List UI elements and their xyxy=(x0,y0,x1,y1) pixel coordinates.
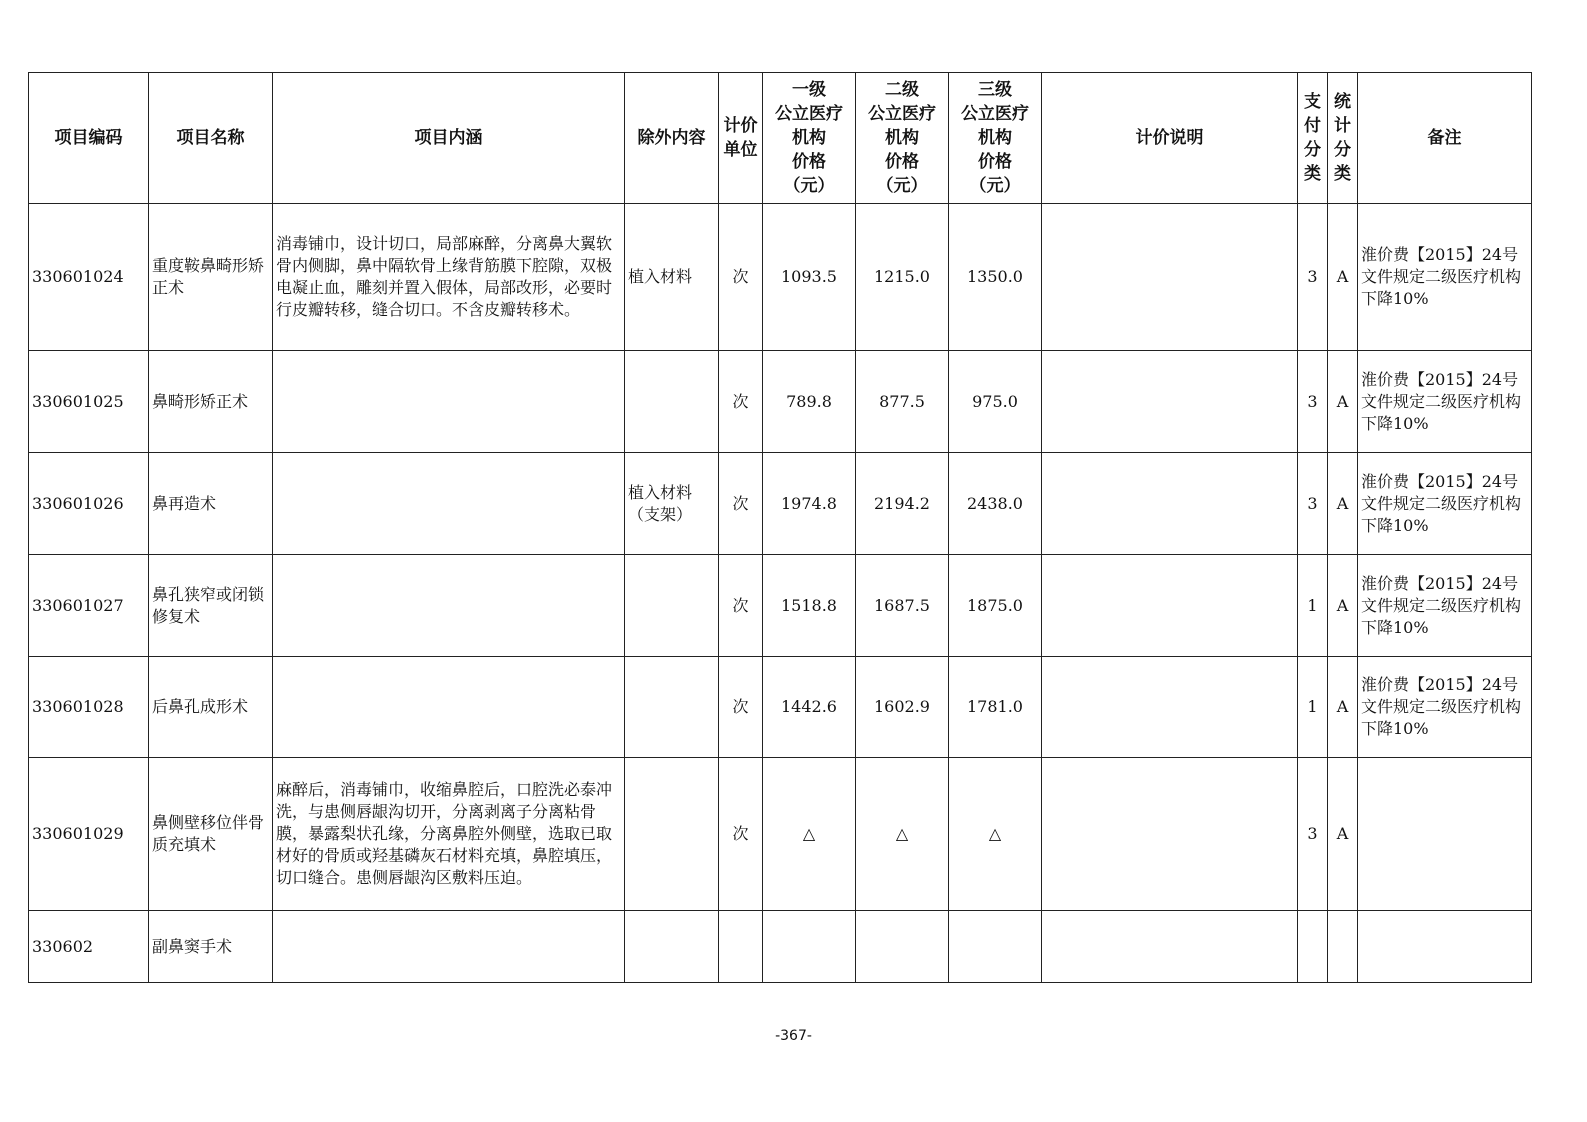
item-price-level-2: 877.5 xyxy=(856,351,949,453)
item-remarks: 淮价费【2015】24号文件规定二级医疗机构下降10% xyxy=(1358,453,1532,555)
item-pricing-note xyxy=(1042,657,1298,758)
item-pricing-note xyxy=(1042,758,1298,911)
header-row xyxy=(29,73,1532,204)
item-remarks xyxy=(1358,911,1532,983)
item-content: 麻醉后，消毒铺巾，收缩鼻腔后，口腔洗必泰冲洗，与患侧唇龈沟切开，分离剥离子分离粘骨膜，暴露梨状孔缘，分离鼻腔外侧壁，选取已取材好的骨质或羟基磷灰石材料充填，鼻腔填压，切口缝合。患侧唇龈沟区敷料压迫。 xyxy=(273,758,625,911)
item-price-level-3: 1781.0 xyxy=(949,657,1042,758)
item-pricing-note xyxy=(1042,911,1298,983)
item-price-level-3: 1875.0 xyxy=(949,555,1042,657)
item-price-level-1: 1093.5 xyxy=(763,204,856,351)
item-price-level-2: 1687.5 xyxy=(856,555,949,657)
item-price-level-2: 1215.0 xyxy=(856,204,949,351)
item-price-level-3: 2438.0 xyxy=(949,453,1042,555)
item-code: 330602 xyxy=(29,911,149,983)
item-name: 鼻侧壁移位伴骨质充填术 xyxy=(149,758,273,911)
item-price-level-1: 1518.8 xyxy=(763,555,856,657)
item-price-level-2: 1602.9 xyxy=(856,657,949,758)
table-row xyxy=(29,911,1532,983)
item-unit: 次 xyxy=(719,453,763,555)
item-pricing-note xyxy=(1042,204,1298,351)
item-name: 鼻孔狭窄或闭锁修复术 xyxy=(149,555,273,657)
item-pricing-note xyxy=(1042,555,1298,657)
price-table xyxy=(28,72,1532,983)
item-excluded xyxy=(625,758,719,911)
item-stat-class: A xyxy=(1328,758,1358,911)
item-excluded xyxy=(625,555,719,657)
table-row xyxy=(29,555,1532,657)
header-price-level-1: 一级 公立医疗 机构 价格 （元） xyxy=(763,73,856,204)
header-price-level-3: 三级 公立医疗 机构 价格 （元） xyxy=(949,73,1042,204)
header-name: 项目名称 xyxy=(149,73,273,204)
item-price-level-1: 789.8 xyxy=(763,351,856,453)
item-unit: 次 xyxy=(719,758,763,911)
item-stat-class: A xyxy=(1328,555,1358,657)
item-unit: 次 xyxy=(719,204,763,351)
item-payment-class: 3 xyxy=(1298,204,1328,351)
item-code: 330601026 xyxy=(29,453,149,555)
table-row xyxy=(29,657,1532,758)
item-code: 330601024 xyxy=(29,204,149,351)
item-content: 消毒铺巾，设计切口，局部麻醉，分离鼻大翼软骨内侧脚，鼻中隔软骨上缘背筋膜下腔隙，双极电凝止血，雕刻并置入假体，局部改形，必要时行皮瓣转移，缝合切口。不含皮瓣转移术。 xyxy=(273,204,625,351)
item-content xyxy=(273,657,625,758)
item-payment-class: 1 xyxy=(1298,657,1328,758)
item-remarks: 淮价费【2015】24号文件规定二级医疗机构下降10% xyxy=(1358,657,1532,758)
item-price-level-2 xyxy=(856,911,949,983)
item-payment-class xyxy=(1298,911,1328,983)
header-remarks: 备注 xyxy=(1358,73,1532,204)
item-content xyxy=(273,453,625,555)
item-price-level-3 xyxy=(949,911,1042,983)
item-stat-class: A xyxy=(1328,657,1358,758)
table-row xyxy=(29,758,1532,911)
header-unit: 计价单位 xyxy=(719,73,763,204)
header-price-level-2: 二级 公立医疗 机构 价格 （元） xyxy=(856,73,949,204)
item-stat-class xyxy=(1328,911,1358,983)
item-unit: 次 xyxy=(719,555,763,657)
item-unit: 次 xyxy=(719,657,763,758)
item-price-level-3: 1350.0 xyxy=(949,204,1042,351)
item-unit: 次 xyxy=(719,351,763,453)
item-name: 鼻畸形矫正术 xyxy=(149,351,273,453)
item-name: 后鼻孔成形术 xyxy=(149,657,273,758)
item-content xyxy=(273,911,625,983)
item-remarks: 淮价费【2015】24号文件规定二级医疗机构下降10% xyxy=(1358,204,1532,351)
item-stat-class: A xyxy=(1328,351,1358,453)
header-pricing-note: 计价说明 xyxy=(1042,73,1298,204)
header-content: 项目内涵 xyxy=(273,73,625,204)
item-payment-class: 3 xyxy=(1298,351,1328,453)
item-excluded xyxy=(625,657,719,758)
item-price-level-1: △ xyxy=(763,758,856,911)
page-number: -367- xyxy=(775,1028,812,1044)
item-excluded: 植入材料（支架） xyxy=(625,453,719,555)
item-name: 副鼻窦手术 xyxy=(149,911,273,983)
item-price-level-2: △ xyxy=(856,758,949,911)
item-content xyxy=(273,555,625,657)
item-payment-class: 3 xyxy=(1298,453,1328,555)
item-price-level-1: 1442.6 xyxy=(763,657,856,758)
item-price-level-1 xyxy=(763,911,856,983)
item-price-level-2: 2194.2 xyxy=(856,453,949,555)
item-name: 重度鞍鼻畸形矫正术 xyxy=(149,204,273,351)
item-payment-class: 1 xyxy=(1298,555,1328,657)
header-payment-class: 支付分类 xyxy=(1298,73,1328,204)
item-payment-class: 3 xyxy=(1298,758,1328,911)
item-code: 330601029 xyxy=(29,758,149,911)
item-content xyxy=(273,351,625,453)
item-price-level-3: △ xyxy=(949,758,1042,911)
item-excluded xyxy=(625,351,719,453)
item-stat-class: A xyxy=(1328,453,1358,555)
item-stat-class: A xyxy=(1328,204,1358,351)
table-row xyxy=(29,351,1532,453)
item-pricing-note xyxy=(1042,351,1298,453)
item-name: 鼻再造术 xyxy=(149,453,273,555)
header-excluded: 除外内容 xyxy=(625,73,719,204)
item-code: 330601028 xyxy=(29,657,149,758)
item-price-level-3: 975.0 xyxy=(949,351,1042,453)
table-row xyxy=(29,453,1532,555)
item-code: 330601027 xyxy=(29,555,149,657)
header-code: 项目编码 xyxy=(29,73,149,204)
item-code: 330601025 xyxy=(29,351,149,453)
item-unit xyxy=(719,911,763,983)
item-remarks: 淮价费【2015】24号文件规定二级医疗机构下降10% xyxy=(1358,351,1532,453)
item-price-level-1: 1974.8 xyxy=(763,453,856,555)
item-pricing-note xyxy=(1042,453,1298,555)
item-excluded xyxy=(625,911,719,983)
table-row xyxy=(29,204,1532,351)
item-remarks: 淮价费【2015】24号文件规定二级医疗机构下降10% xyxy=(1358,555,1532,657)
header-stat-class: 统计分类 xyxy=(1328,73,1358,204)
item-excluded: 植入材料 xyxy=(625,204,719,351)
item-remarks xyxy=(1358,758,1532,911)
